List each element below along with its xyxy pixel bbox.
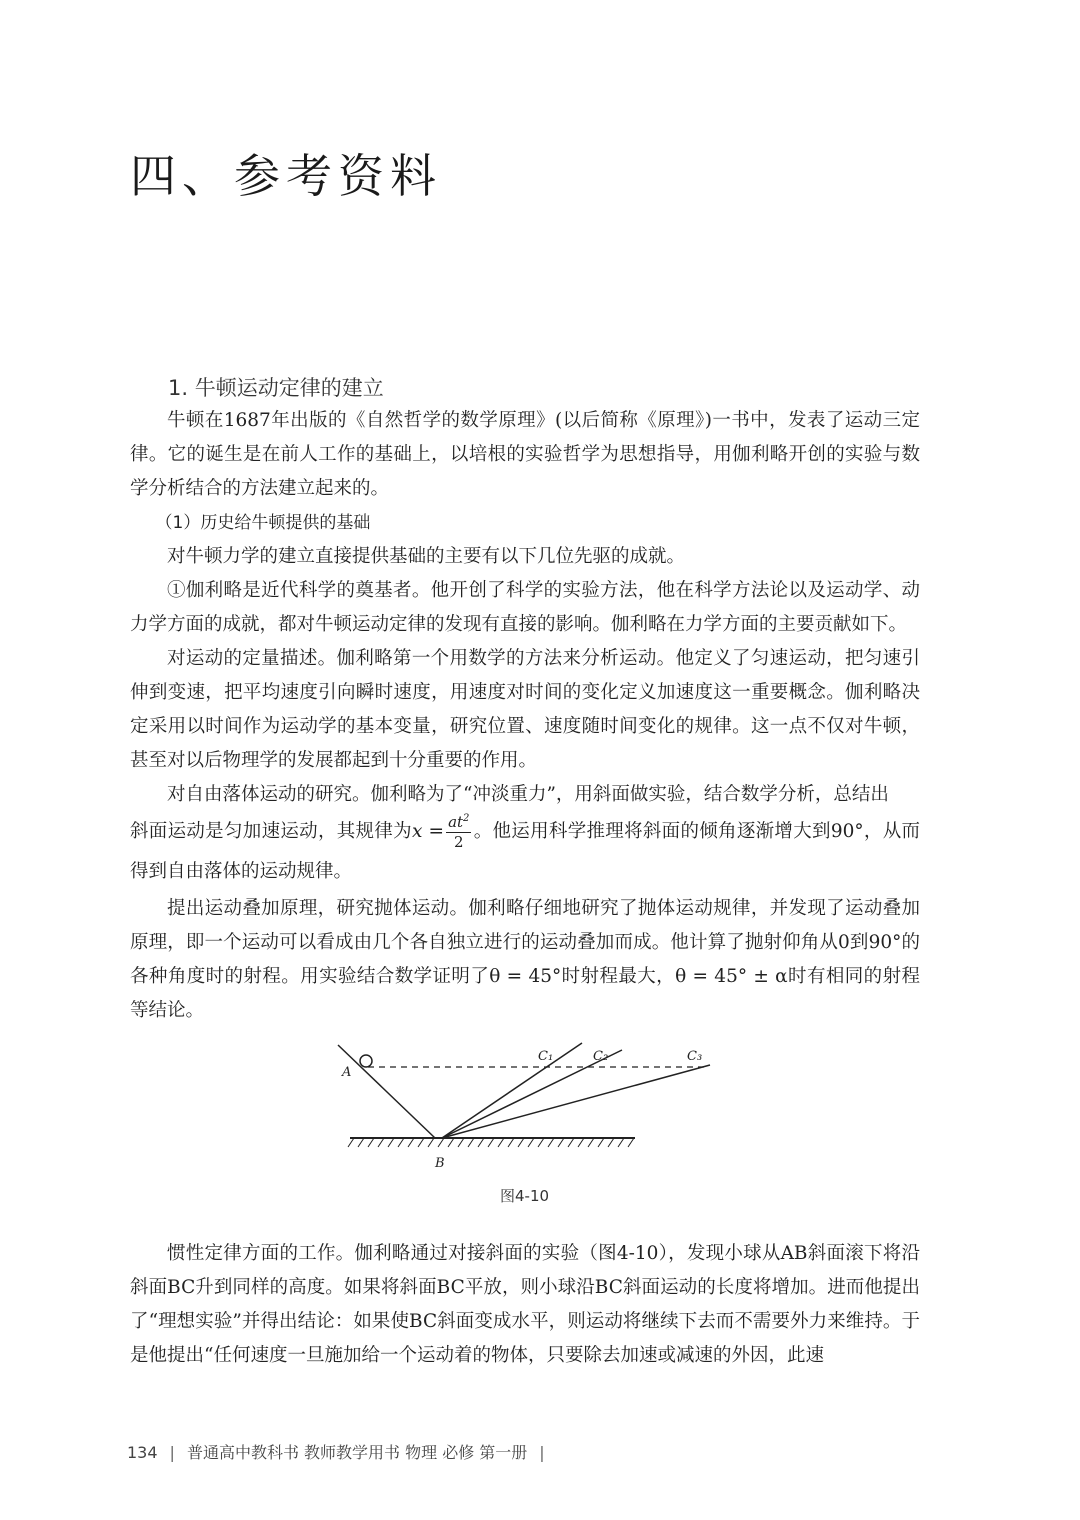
footer-book-title: 普通高中教科书 教师教学用书 物理 必修 第一册 [186,1443,528,1462]
footer-separator: | [169,1443,175,1462]
ball [360,1055,372,1067]
figure-caption: 图4-10 [500,1187,550,1205]
page-number: 134 [127,1443,158,1462]
label-a: A [342,1065,352,1080]
paragraph: 惯性定律方面的工作。伽利略通过对接斜面的实验（图4-10），发现小球从AB斜面滚下将沿斜面BC升到同样的高度。如果将斜面BC平放，则小球沿BC斜面运动的长度将增加。进而他提出了“理想实验”并得出结论：如果使BC斜面变成水平，则运动将继续下去而不需要外力来维持。于是他提出“任何速度一旦施加给一个运动着的物体，只要除去加速或减速的外因，此速 [130,1243,920,1366]
label-c2: C₂ [593,1049,609,1064]
formula-numerator: $at^2$ [448,813,470,831]
formula-paragraph [130,812,920,892]
formula-lhs: x = [411,821,445,842]
section-heading: 1. 牛顿运动定律的建立 [168,376,384,400]
formula-fraction [446,814,471,850]
label-c1: C₁ [538,1049,554,1064]
paragraph: ①伽利略是近代科学的奠基者。他开创了科学的实验方法，他在科学方法论以及运动学、动力学方面的成就，都对牛顿运动定律的发现有直接的影响。伽利略在力学方面的主要贡献如下。 [130,580,920,635]
incline-bc3 [442,1065,710,1138]
label-c3: C₃ [687,1049,703,1064]
body-text-upper [130,404,920,1028]
paragraph: 牛顿在1687年出版的《自然哲学的数学原理》(以后简称《原理》)一书中，发表了运动三定律。它的诞生是在前人工作的基础上，以培根的实验哲学为思想指导，用伽利略开创的实验与数学分析结合的方法建立起来的。 [130,410,920,499]
subheading: （1）历史给牛顿提供的基础 [155,513,371,533]
formula-text-after: 。他运用科学推理将斜面的倾角逐渐增大到90°，从而得到自由落体的运动规律。 [130,821,920,882]
page-footer [127,1440,545,1463]
paragraph: 对自由落体运动的研究。伽利略为了“冲淡重力”，用斜面做实验，结合数学分析，总结出 [167,784,889,805]
chapter-title: 四、参考资料 [130,149,442,203]
paragraph: 提出运动叠加原理，研究抛体运动。伽利略仔细地研究了抛体运动规律，并发现了运动叠加原理，即一个运动可以看成由几个各自独立进行的运动叠加而成。他计算了抛射仰角从0到90°的各种角度时的射程。用实验结合数学证明了θ = 45°时射程最大，θ = 45° ± α时有相同的射程等结论。 [130,898,920,1021]
body-text-lower [130,1237,920,1373]
incline-bc1 [442,1043,582,1138]
label-b: B [435,1156,445,1171]
paragraph: 对牛顿力学的建立直接提供基础的主要有以下几位先驱的成就。 [167,546,686,567]
inclined-plane-figure [330,1035,730,1175]
ground-hatching [348,1138,634,1147]
formula-text-before: 斜面运动是匀加速运动，其规律为 [130,821,412,842]
paragraph: 对运动的定量描述。伽利略第一个用数学的方法来分析运动。他定义了匀速运动，把匀速引伸到变速，把平均速度引向瞬时速度，用速度对时间的变化定义加速度这一重要概念。伽利略决定采用以时间作为运动学的基本变量，研究位置、速度随时间变化的规律。这一点不仅对牛顿，甚至对以后物理学的发展都起到十分重要的作用。 [130,648,920,771]
footer-separator: | [539,1443,545,1462]
formula-denominator: 2 [453,833,464,851]
incline-ab [338,1045,435,1138]
